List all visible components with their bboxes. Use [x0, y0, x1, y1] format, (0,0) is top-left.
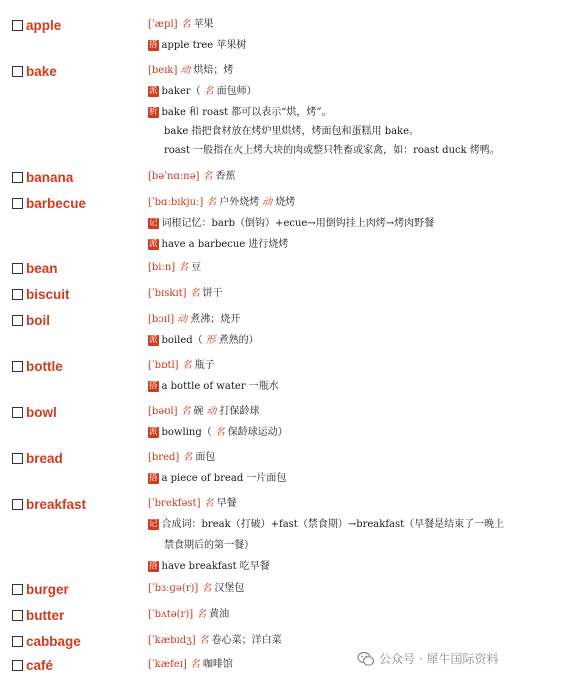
checkbox-icon[interactable]	[12, 636, 23, 647]
tag-badge: 派	[149, 239, 158, 249]
definition-text: 合成词：break（打破）+fast（禁食期）→breakfast（早餐是结束了一晚上	[161, 519, 505, 530]
part-of-speech: 名	[178, 262, 189, 273]
phonetic: [ˈbɒtl]	[148, 360, 179, 371]
tag-badge: 记	[149, 218, 158, 228]
definition-line	[148, 125, 560, 138]
part-of-speech: 动	[177, 314, 188, 325]
definition-text: 汉堡包	[214, 583, 245, 594]
part-of-speech: 名	[180, 19, 191, 30]
part-of-speech: 名	[203, 498, 214, 509]
definition-line	[148, 85, 560, 98]
entry-definitions	[148, 170, 560, 191]
part-of-speech: 动	[180, 65, 191, 76]
phonetic: [ˈbrekfəst]	[148, 498, 201, 509]
phonetic: [biːn]	[148, 262, 176, 273]
part-of-speech: 名	[198, 635, 209, 646]
entry-word	[12, 18, 61, 34]
definition-line	[148, 380, 560, 393]
definition-line	[148, 170, 560, 183]
part-of-speech: 形	[205, 335, 216, 346]
definition-line	[148, 39, 560, 52]
phonetic: [bəʊl]	[148, 406, 178, 417]
entry-definitions	[148, 497, 560, 581]
definition-line	[148, 217, 560, 230]
part-of-speech: 名	[181, 360, 192, 371]
entry-definitions	[148, 359, 560, 401]
definition-text: 煮熟的）	[218, 335, 259, 346]
definition-text: baker（	[161, 86, 201, 97]
entry-word	[12, 170, 73, 186]
definition-text: 面包	[195, 452, 216, 463]
definition-text: 黄油	[209, 609, 230, 620]
headword: breakfast	[26, 497, 87, 512]
entry-definitions	[148, 64, 560, 163]
part-of-speech: 名	[189, 659, 200, 670]
headword: boil	[26, 313, 50, 328]
definition-text: 咖啡馆	[202, 659, 233, 670]
phonetic: [ˈbʌtə(r)]	[148, 609, 194, 620]
checkbox-icon[interactable]	[12, 584, 23, 595]
checkbox-icon[interactable]	[12, 315, 23, 326]
phonetic: [ˈbɑːbɪkjuː]	[148, 197, 204, 208]
definition-line	[148, 518, 560, 531]
headword: butter	[26, 608, 65, 623]
part-of-speech: 名	[196, 609, 207, 620]
checkbox-icon[interactable]	[12, 660, 23, 671]
phonetic: [ˈbɪskɪt]	[148, 288, 187, 299]
headword: cabbage	[26, 634, 81, 649]
definition-line	[148, 144, 560, 157]
definition-line	[148, 18, 560, 31]
checkbox-icon[interactable]	[12, 407, 23, 418]
part-of-speech: 名	[201, 583, 212, 594]
headword: bean	[26, 261, 58, 276]
tag-badge: 析	[149, 107, 158, 117]
entry-word	[12, 196, 86, 212]
entry-definitions	[148, 287, 560, 308]
entry-word	[12, 658, 53, 674]
entry-word	[12, 287, 70, 303]
wechat-icon	[357, 651, 375, 670]
entry-word	[12, 451, 63, 467]
definition-text: roast 一般指在火上烤大块的肉或整只牲畜或家禽，如：roast duck 烤鸭。	[164, 145, 500, 156]
tag-badge: 搭	[149, 561, 158, 571]
definition-line	[148, 313, 560, 326]
headword: burger	[26, 582, 69, 597]
definition-line	[148, 497, 560, 510]
definition-text: 豆	[191, 262, 202, 273]
definition-line	[148, 64, 560, 77]
checkbox-icon[interactable]	[12, 453, 23, 464]
headword: bread	[26, 451, 63, 466]
phonetic: [bɔɪl]	[148, 314, 175, 325]
definition-line	[148, 608, 560, 621]
definition-line	[148, 472, 560, 485]
headword: apple	[26, 18, 62, 33]
part-of-speech: 名	[180, 406, 191, 417]
entry-word	[12, 582, 69, 598]
phonetic: [ˈæpl]	[148, 19, 178, 30]
definition-line	[148, 560, 560, 573]
part-of-speech: 名	[206, 197, 217, 208]
checkbox-icon[interactable]	[12, 610, 23, 621]
definition-text: bake 和 roast 都可以表示“烘，烤”。	[161, 107, 332, 118]
definition-text: 打保龄球	[219, 406, 260, 417]
entry-word	[12, 359, 63, 375]
entry-word	[12, 608, 64, 624]
definition-line	[148, 287, 560, 300]
phonetic: [bred]	[148, 452, 180, 463]
definition-line	[148, 334, 560, 347]
part-of-speech: 动	[262, 197, 273, 208]
phonetic: [bəˈnɑːnə]	[148, 171, 200, 182]
entry-definitions	[148, 405, 560, 447]
headword: biscuit	[26, 287, 70, 302]
phonetic: [ˈkæbɪdʒ]	[148, 635, 196, 646]
entry-word	[12, 497, 86, 513]
definition-text: 碗	[193, 406, 204, 417]
tag-badge: 派	[149, 427, 158, 437]
part-of-speech: 名	[202, 171, 213, 182]
definition-line	[148, 582, 560, 595]
headword: bottle	[26, 359, 63, 374]
definition-text: 卷心菜；洋白菜	[211, 635, 282, 646]
definition-line	[148, 106, 560, 119]
tag-badge: 搭	[149, 381, 158, 391]
headword: bowl	[26, 405, 57, 420]
definition-line	[148, 261, 560, 274]
checkbox-icon[interactable]	[12, 289, 23, 300]
definition-line	[148, 359, 560, 372]
entry-word	[12, 634, 81, 650]
definition-text: 户外烧烤	[219, 197, 260, 208]
tag-badge: 搭	[149, 473, 158, 483]
entry-definitions	[148, 451, 560, 493]
tag-badge: 搭	[149, 40, 158, 50]
definition-text: 面包师）	[216, 86, 257, 97]
definition-text: 烘焙；烤	[193, 65, 234, 76]
definition-text: 词根记忆：barb（倒钩）+ecue→用倒钩挂上肉烤→烤肉野餐	[161, 218, 435, 229]
definition-line	[148, 196, 560, 209]
definition-text: 早餐	[216, 498, 237, 509]
checkbox-icon[interactable]	[12, 263, 23, 274]
definition-text: 瓶子	[194, 360, 215, 371]
definition-text: 禁食期后的第一餐）	[164, 540, 254, 551]
checkbox-icon[interactable]	[12, 198, 23, 209]
checkbox-icon[interactable]	[12, 361, 23, 372]
entry-definitions	[148, 196, 560, 259]
part-of-speech: 名	[214, 427, 225, 438]
checkbox-icon[interactable]	[12, 66, 23, 77]
entry-definitions	[148, 313, 560, 355]
phonetic: [beɪk]	[148, 65, 178, 76]
tag-badge: 派	[149, 86, 158, 96]
entry-definitions	[148, 608, 560, 629]
entry-word	[12, 64, 57, 80]
definition-text: 煮沸；烧开	[190, 314, 241, 325]
definition-text: apple tree 苹果树	[161, 40, 247, 51]
entry-definitions	[148, 582, 560, 603]
headword: café	[26, 658, 54, 673]
part-of-speech: 动	[206, 406, 217, 417]
definition-text: 香蕉	[215, 171, 236, 182]
definition-line	[148, 451, 560, 464]
definition-text: a piece of bread 一片面包	[161, 473, 287, 484]
watermark-text: 公众号 · 犀牛国际资料	[379, 652, 499, 666]
checkbox-icon[interactable]	[12, 20, 23, 31]
definition-text: bowling（	[161, 427, 212, 438]
part-of-speech: 名	[182, 452, 193, 463]
definition-text: a bottle of water 一瓶水	[161, 381, 279, 392]
entry-definitions	[148, 18, 560, 60]
headword: bake	[26, 64, 57, 79]
tag-badge: 派	[149, 335, 158, 345]
definition-line	[148, 405, 560, 418]
definition-line	[148, 634, 560, 647]
definition-text: 饼干	[202, 288, 223, 299]
tag-badge: 记	[149, 519, 158, 529]
entry-word	[12, 313, 50, 329]
entry-definitions	[148, 261, 560, 282]
definition-text: have breakfast 吃早餐	[161, 561, 270, 572]
definition-text: boiled（	[161, 335, 203, 346]
entry-word	[12, 405, 57, 421]
definition-text: 烧烤	[275, 197, 296, 208]
definition-text: have a barbecue 进行烧烤	[161, 239, 289, 250]
checkbox-icon[interactable]	[12, 172, 23, 183]
definition-line	[148, 238, 560, 251]
definition-text: 保龄球运动）	[227, 427, 288, 438]
part-of-speech: 名	[189, 288, 200, 299]
definition-text: 苹果	[193, 19, 214, 30]
watermark	[357, 650, 498, 670]
definition-text: bake 指把食材放在烤炉里烘烤，烤面包和蛋糕用 bake。	[164, 126, 420, 137]
headword: barbecue	[26, 196, 87, 211]
entry-word	[12, 261, 58, 277]
part-of-speech: 名	[203, 86, 214, 97]
definition-line	[148, 426, 560, 439]
phonetic: [ˈbɜːɡə(r)]	[148, 583, 199, 594]
headword: banana	[26, 170, 74, 185]
checkbox-icon[interactable]	[12, 499, 23, 510]
definition-line	[148, 539, 560, 552]
phonetic: [ˈkæfeɪ]	[148, 659, 187, 670]
